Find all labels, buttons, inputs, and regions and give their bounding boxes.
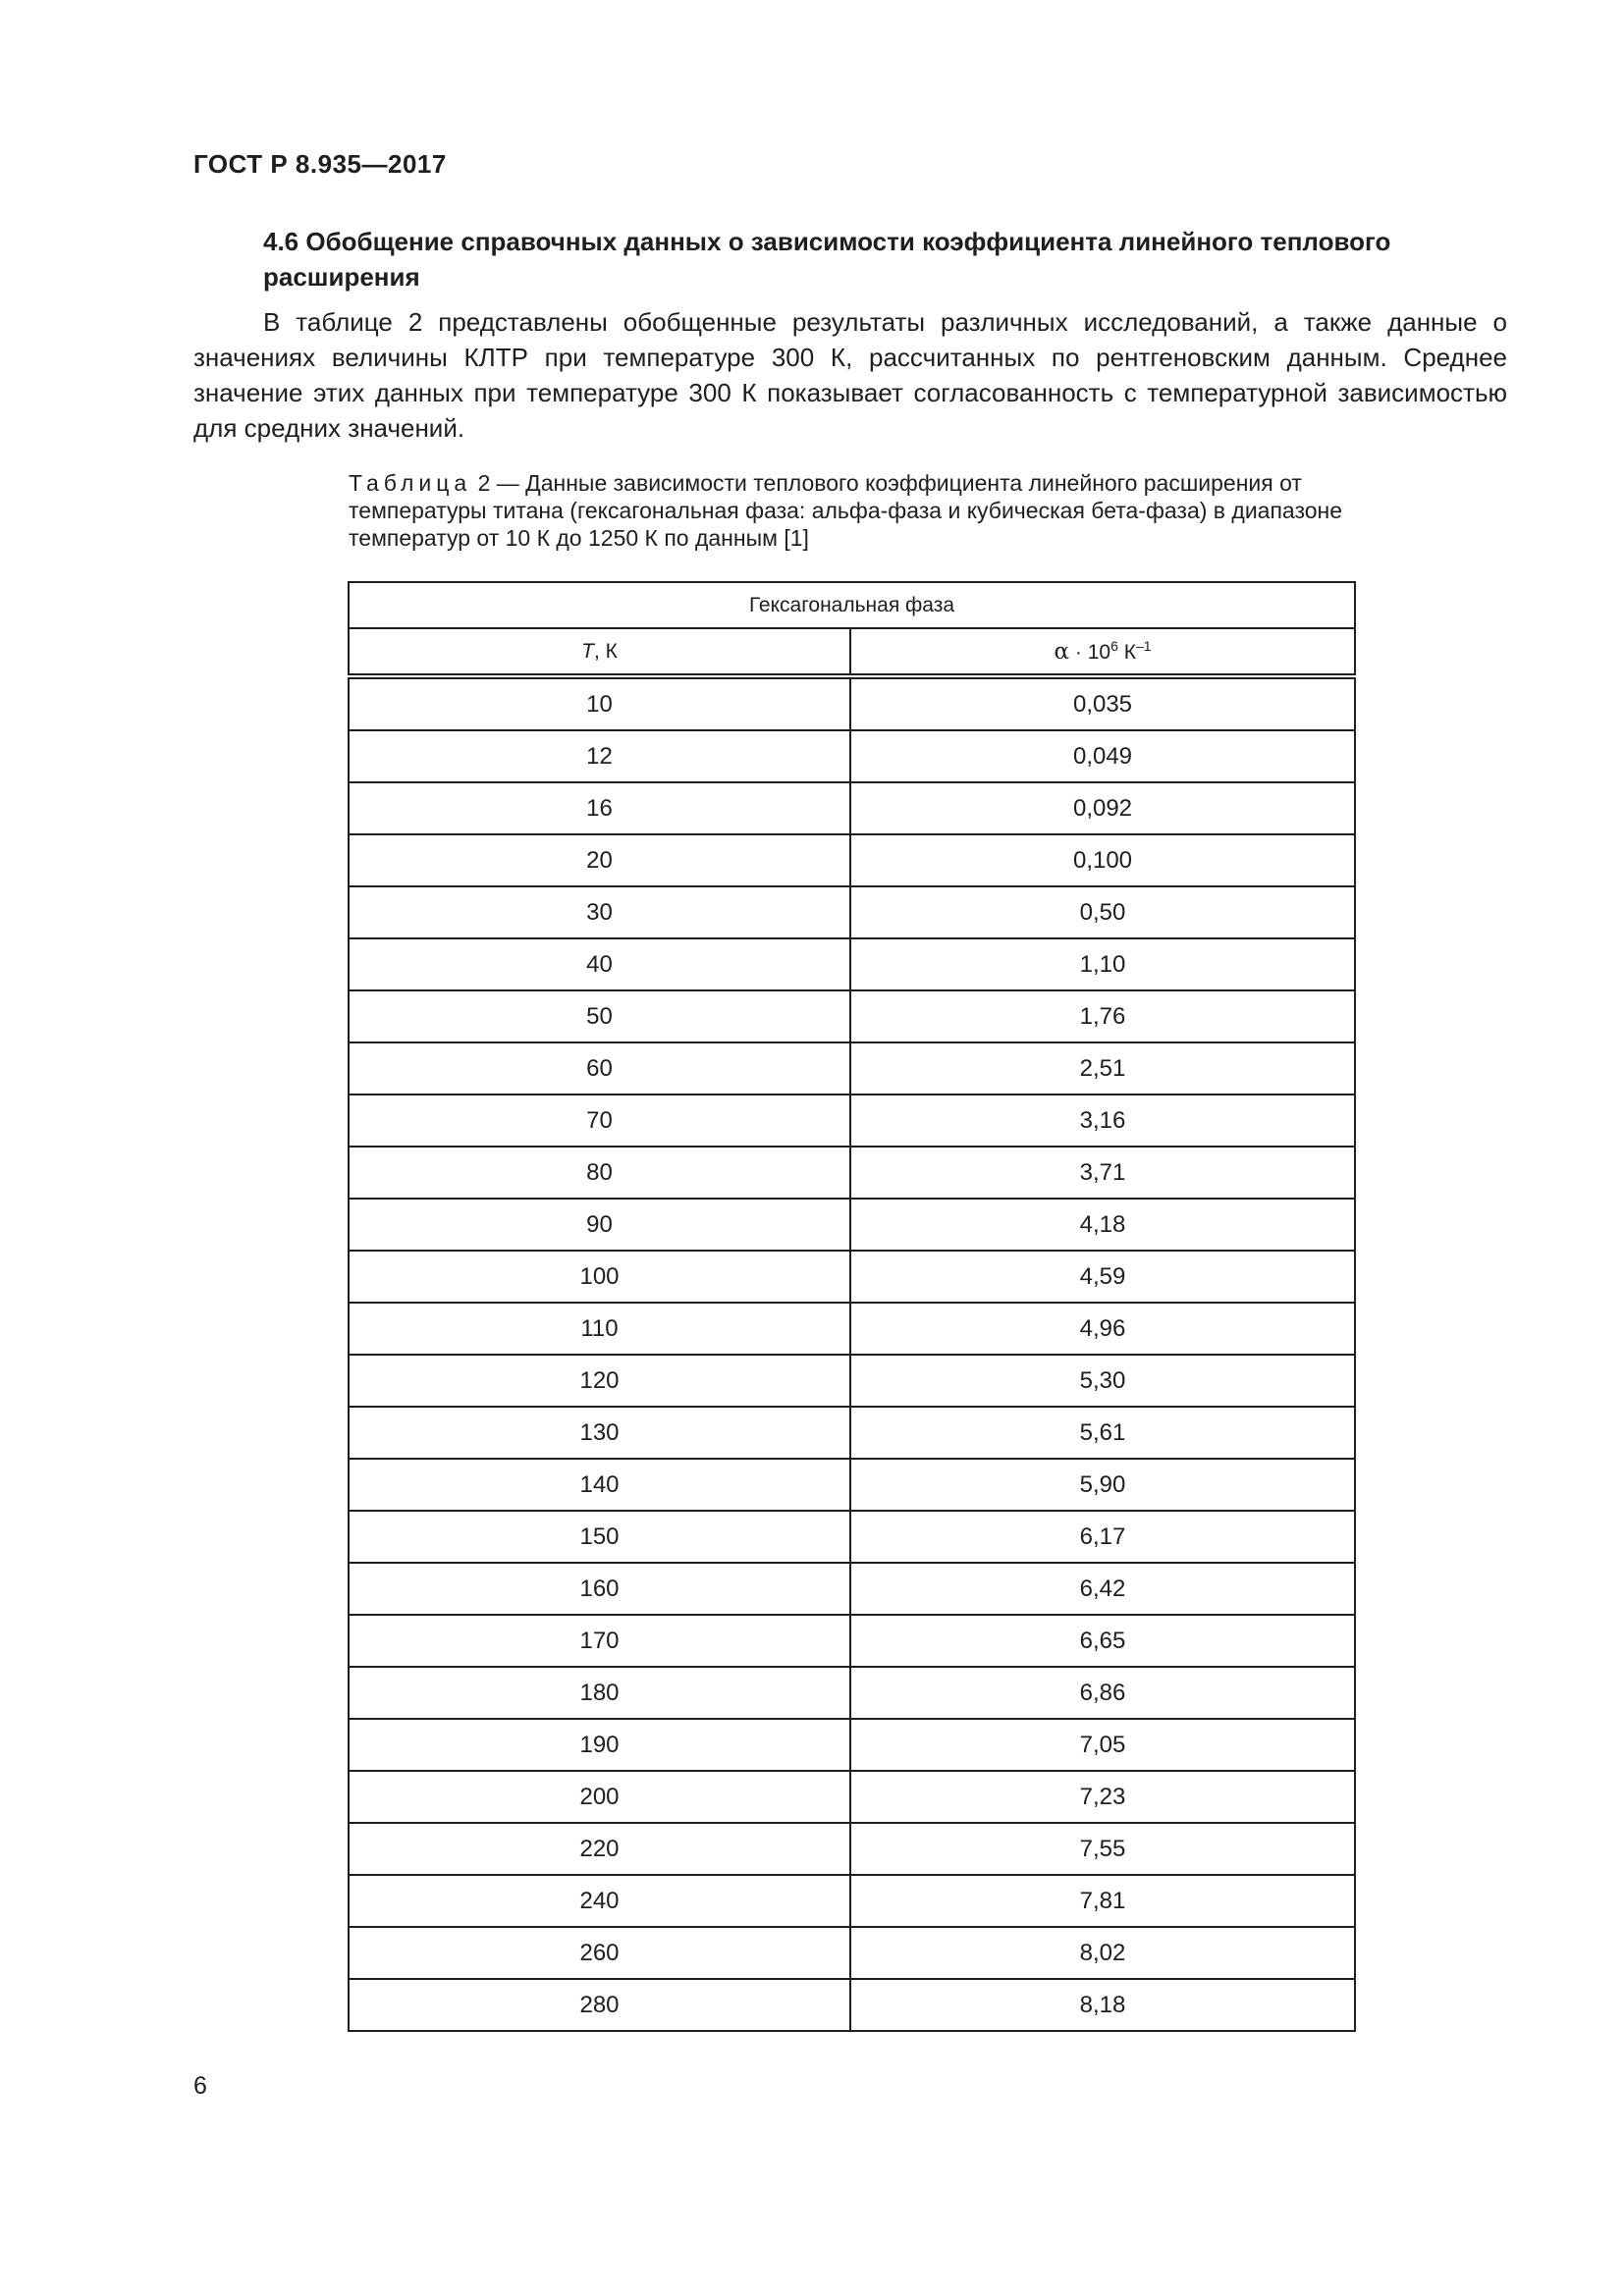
coefficient-cell: 4,18 (850, 1199, 1355, 1251)
coefficient-cell: 4,96 (850, 1303, 1355, 1355)
temperature-cell: 240 (349, 1875, 850, 1927)
table-row (349, 676, 1355, 730)
coefficient-cell: 6,86 (850, 1667, 1355, 1719)
coefficient-cell: 3,71 (850, 1147, 1355, 1199)
table-row (349, 782, 1355, 834)
table-row (349, 1355, 1355, 1407)
table-row (349, 1719, 1355, 1771)
thermal-expansion-table (348, 581, 1356, 2032)
alpha-symbol: α (1054, 639, 1070, 665)
document-header: ГОСТ Р 8.935—2017 (193, 149, 447, 179)
table-row (349, 1511, 1355, 1563)
table-body (349, 676, 1355, 2031)
coefficient-cell: 7,81 (850, 1875, 1355, 1927)
table-row (349, 1303, 1355, 1355)
coefficient-cell: 7,23 (850, 1771, 1355, 1823)
multiply-dot: · (1069, 641, 1088, 664)
power-base: 10 (1087, 641, 1111, 664)
table-caption-text: 2 — Данные зависимости теплового коэффициента линейного расширения от температуры титана (гексагональная фаза: альфа-фаза и кубическая бета-фаза) в диапазоне температур от 10 К до 1250 К по данным [1] (349, 470, 1343, 551)
temperature-cell: 70 (349, 1095, 850, 1147)
column-header-coefficient (850, 628, 1355, 676)
temperature-cell: 130 (349, 1407, 850, 1459)
temperature-cell: 60 (349, 1042, 850, 1095)
table-row (349, 990, 1355, 1042)
body-paragraph: В таблице 2 представлены обобщенные результаты различных исследований, а также данные о значениях величины КЛТР при температуре 300 К, рассчитанных по рентгеновским данным. Среднее значение этих данных при температуре 300 К показывает согласованность с температурной зависимостью для средних значений. (193, 307, 1507, 443)
table-row (349, 730, 1355, 782)
temperature-cell: 150 (349, 1511, 850, 1563)
table-row (349, 1563, 1355, 1615)
temperature-cell: 90 (349, 1199, 850, 1251)
coefficient-cell: 1,76 (850, 990, 1355, 1042)
table-row (349, 1251, 1355, 1303)
table-caption (349, 469, 1389, 552)
temperature-cell: 140 (349, 1459, 850, 1511)
coefficient-cell: 0,100 (850, 834, 1355, 886)
temperature-cell: 200 (349, 1771, 850, 1823)
table-row (349, 1667, 1355, 1719)
table-row (349, 938, 1355, 990)
table-row (349, 1407, 1355, 1459)
coefficient-cell: 6,65 (850, 1615, 1355, 1667)
temperature-cell: 16 (349, 782, 850, 834)
temperature-symbol: T (581, 639, 594, 663)
page-number: 6 (193, 2072, 207, 2100)
temperature-cell: 280 (349, 1979, 850, 2031)
coefficient-cell: 8,18 (850, 1979, 1355, 2031)
table-caption-label: Таблица (349, 470, 472, 496)
coefficient-unit-exponent: –1 (1135, 638, 1152, 654)
temperature-cell: 170 (349, 1615, 850, 1667)
temperature-cell: 12 (349, 730, 850, 782)
coefficient-cell: 6,17 (850, 1511, 1355, 1563)
temperature-cell: 100 (349, 1251, 850, 1303)
temperature-cell: 40 (349, 938, 850, 990)
coefficient-cell: 7,05 (850, 1719, 1355, 1771)
power-exponent: 6 (1110, 638, 1118, 654)
coefficient-unit: К (1117, 641, 1136, 664)
table-row (349, 886, 1355, 938)
temperature-cell: 110 (349, 1303, 850, 1355)
coefficient-cell: 0,092 (850, 782, 1355, 834)
section-title: 4.6 Обобщение справочных данных о зависимости коэффициента линейного теплового расширения (263, 227, 1391, 292)
coefficient-cell: 3,16 (850, 1095, 1355, 1147)
coefficient-cell: 8,02 (850, 1927, 1355, 1979)
coefficient-cell: 7,55 (850, 1823, 1355, 1875)
coefficient-cell: 1,10 (850, 938, 1355, 990)
coefficient-cell: 6,42 (850, 1563, 1355, 1615)
table-row (349, 1042, 1355, 1095)
table-row (349, 1979, 1355, 2031)
coefficient-cell: 0,049 (850, 730, 1355, 782)
temperature-cell: 80 (349, 1147, 850, 1199)
table-row (349, 1615, 1355, 1667)
temperature-unit: , К (593, 639, 618, 663)
table-row (349, 1927, 1355, 1979)
coefficient-cell: 5,90 (850, 1459, 1355, 1511)
temperature-cell: 50 (349, 990, 850, 1042)
coefficient-cell: 5,61 (850, 1407, 1355, 1459)
temperature-cell: 180 (349, 1667, 850, 1719)
coefficient-cell: 4,59 (850, 1251, 1355, 1303)
coefficient-cell: 0,50 (850, 886, 1355, 938)
temperature-cell: 190 (349, 1719, 850, 1771)
table-row (349, 1459, 1355, 1511)
table-row (349, 1095, 1355, 1147)
coefficient-cell: 5,30 (850, 1355, 1355, 1407)
table-row (349, 1875, 1355, 1927)
temperature-cell: 160 (349, 1563, 850, 1615)
temperature-cell: 30 (349, 886, 850, 938)
table-row (349, 1823, 1355, 1875)
temperature-cell: 20 (349, 834, 850, 886)
table-row (349, 1771, 1355, 1823)
temperature-cell: 120 (349, 1355, 850, 1407)
table-row (349, 1147, 1355, 1199)
temperature-cell: 10 (349, 676, 850, 730)
group-header: Гексагональная фаза (349, 582, 1355, 628)
table-row (349, 1199, 1355, 1251)
coefficient-cell: 0,035 (850, 676, 1355, 730)
temperature-cell: 260 (349, 1927, 850, 1979)
column-header-temperature (349, 628, 850, 676)
coefficient-cell: 2,51 (850, 1042, 1355, 1095)
temperature-cell: 220 (349, 1823, 850, 1875)
table-row (349, 834, 1355, 886)
